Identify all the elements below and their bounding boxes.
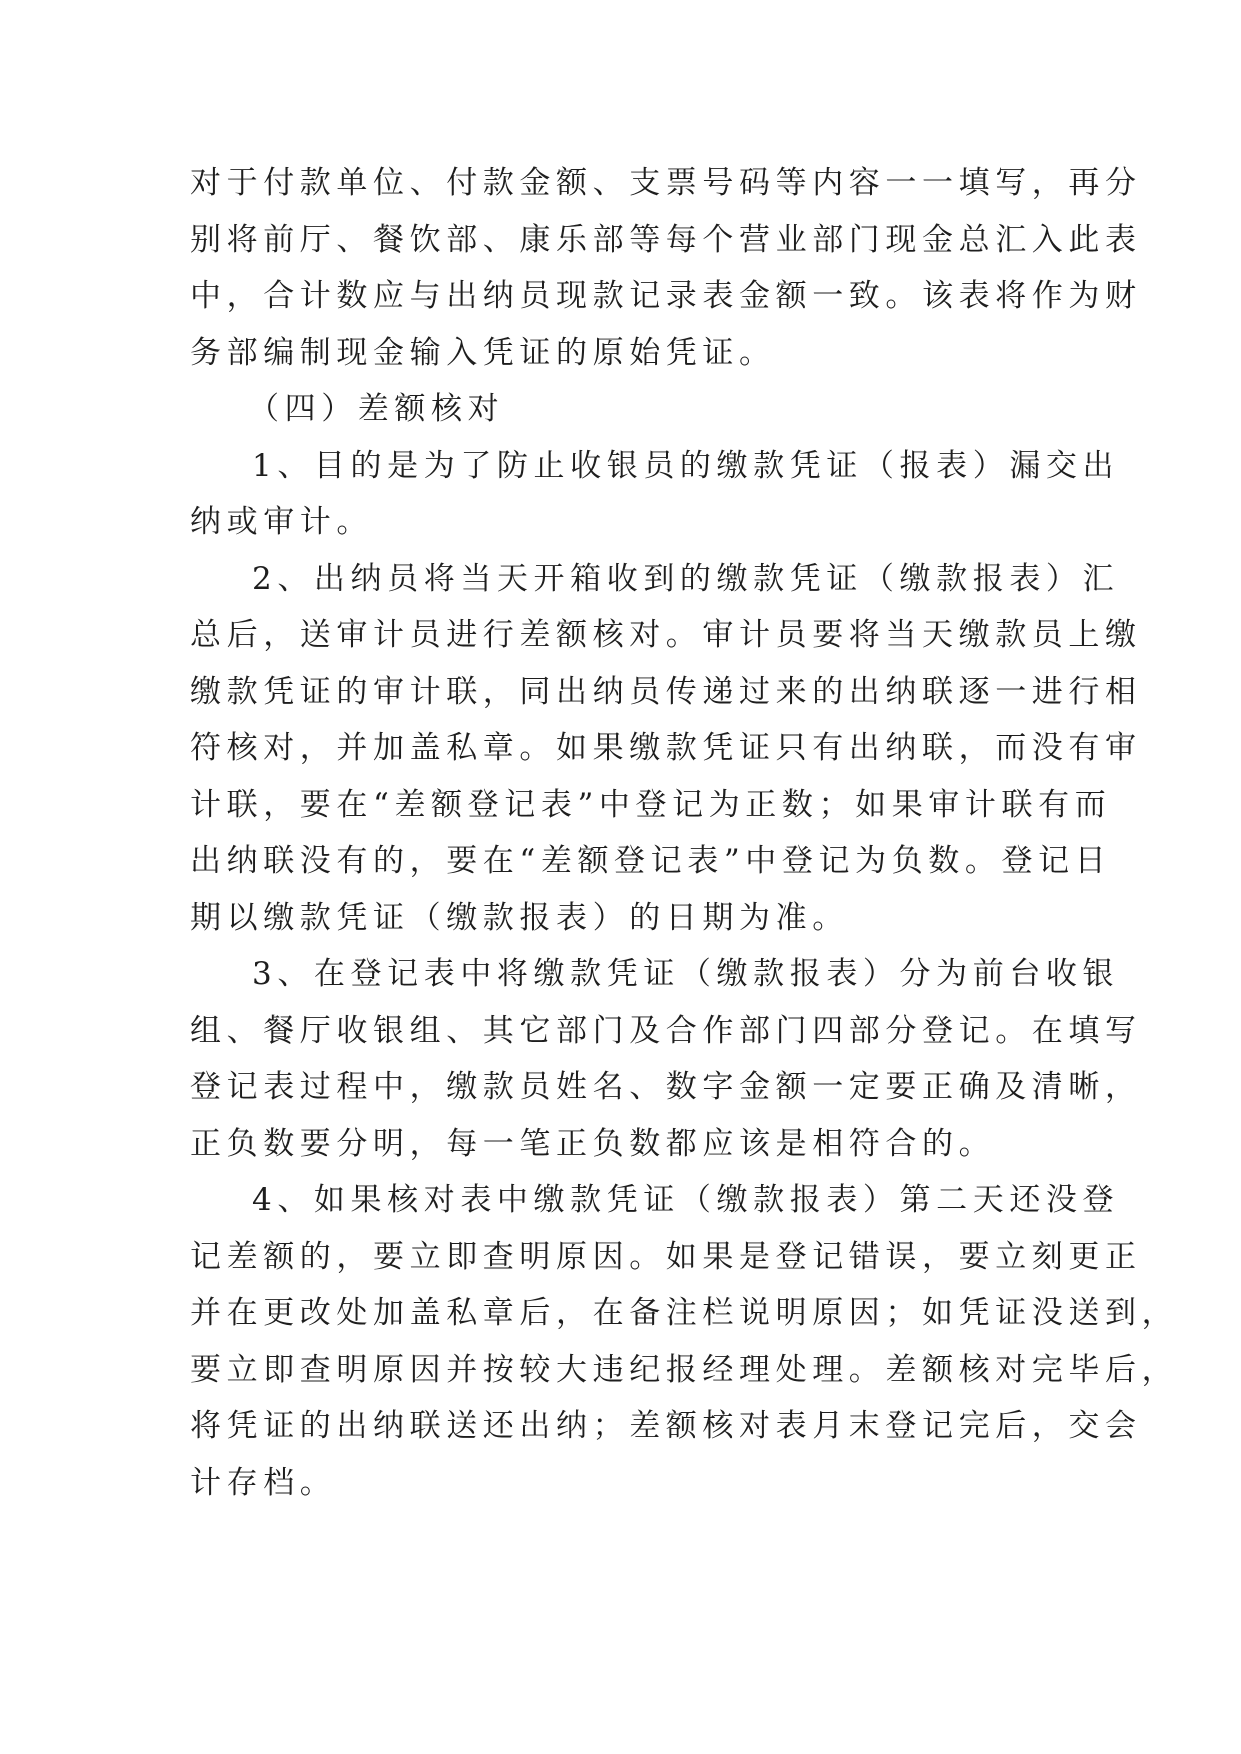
text-line: 出纳联没有的，要在“差额登记表”中登记为负数。登记日 [190,843,1112,879]
text-line: 对于付款单位、付款金额、支票号码等内容一一填写，再分 [190,165,1142,201]
text-line: 别将前厅、餐饮部、康乐部等每个营业部门现金总汇入此表 [190,221,1142,258]
document-body [190,155,1179,1511]
text-line: 计联，要在“差额登记表”中登记为正数；如果审计联有而 [190,786,1112,823]
paragraph-start: 4、如果核对表中缴款凭证（缴款报表）第二天还没登 [252,1182,1120,1218]
text-line: 将凭证的出纳联送还出纳；差额核对表月末登记完后，交会 [190,1408,1142,1444]
text-line: 期以缴款凭证（缴款报表）的日期为准。 [190,899,849,936]
paragraph-start: 1、目的是为了防止收银员的缴款凭证（报表）漏交出 [252,447,1120,484]
text-line: 要立即查明原因并按较大违纪报经理处理。差额核对完毕后， [190,1351,1179,1388]
text-line: 组、餐厅收银组、其它部门及合作部门四部分登记。在填写 [190,1012,1142,1049]
text-line: 记差额的，要立即查明原因。如果是登记错误，要立刻更正 [190,1238,1142,1275]
text-line: 总后，送审计员进行差额核对。审计员要将当天缴款员上缴 [190,617,1142,653]
text-line: 登记表过程中，缴款员姓名、数字金额一定要正确及清晰， [190,1069,1142,1105]
text-line: 正负数要分明，每一笔正负数都应该是相符合的。 [190,1125,996,1162]
text-line: 纳或审计。 [190,504,373,540]
text-line: 计存档。 [190,1464,337,1501]
paragraph-start: 3、在登记表中将缴款凭证（缴款报表）分为前台收银 [252,956,1120,992]
text-line: 并在更改处加盖私章后，在备注栏说明原因；如凭证没送到， [190,1295,1179,1331]
paragraph-start: 2、出纳员将当天开箱收到的缴款凭证（缴款报表）汇 [252,560,1120,597]
text-line: 符核对，并加盖私章。如果缴款凭证只有出纳联，而没有审 [190,730,1142,766]
text-line: 务部编制现金输入凭证的原始凭证。 [190,334,776,371]
text-line: 缴款凭证的审计联，同出纳员传递过来的出纳联逐一进行相 [190,673,1142,710]
section-heading: （四）差额核对 [248,391,505,427]
text-line: 中，合计数应与出纳员现款记录表金额一致。该表将作为财 [190,278,1142,314]
